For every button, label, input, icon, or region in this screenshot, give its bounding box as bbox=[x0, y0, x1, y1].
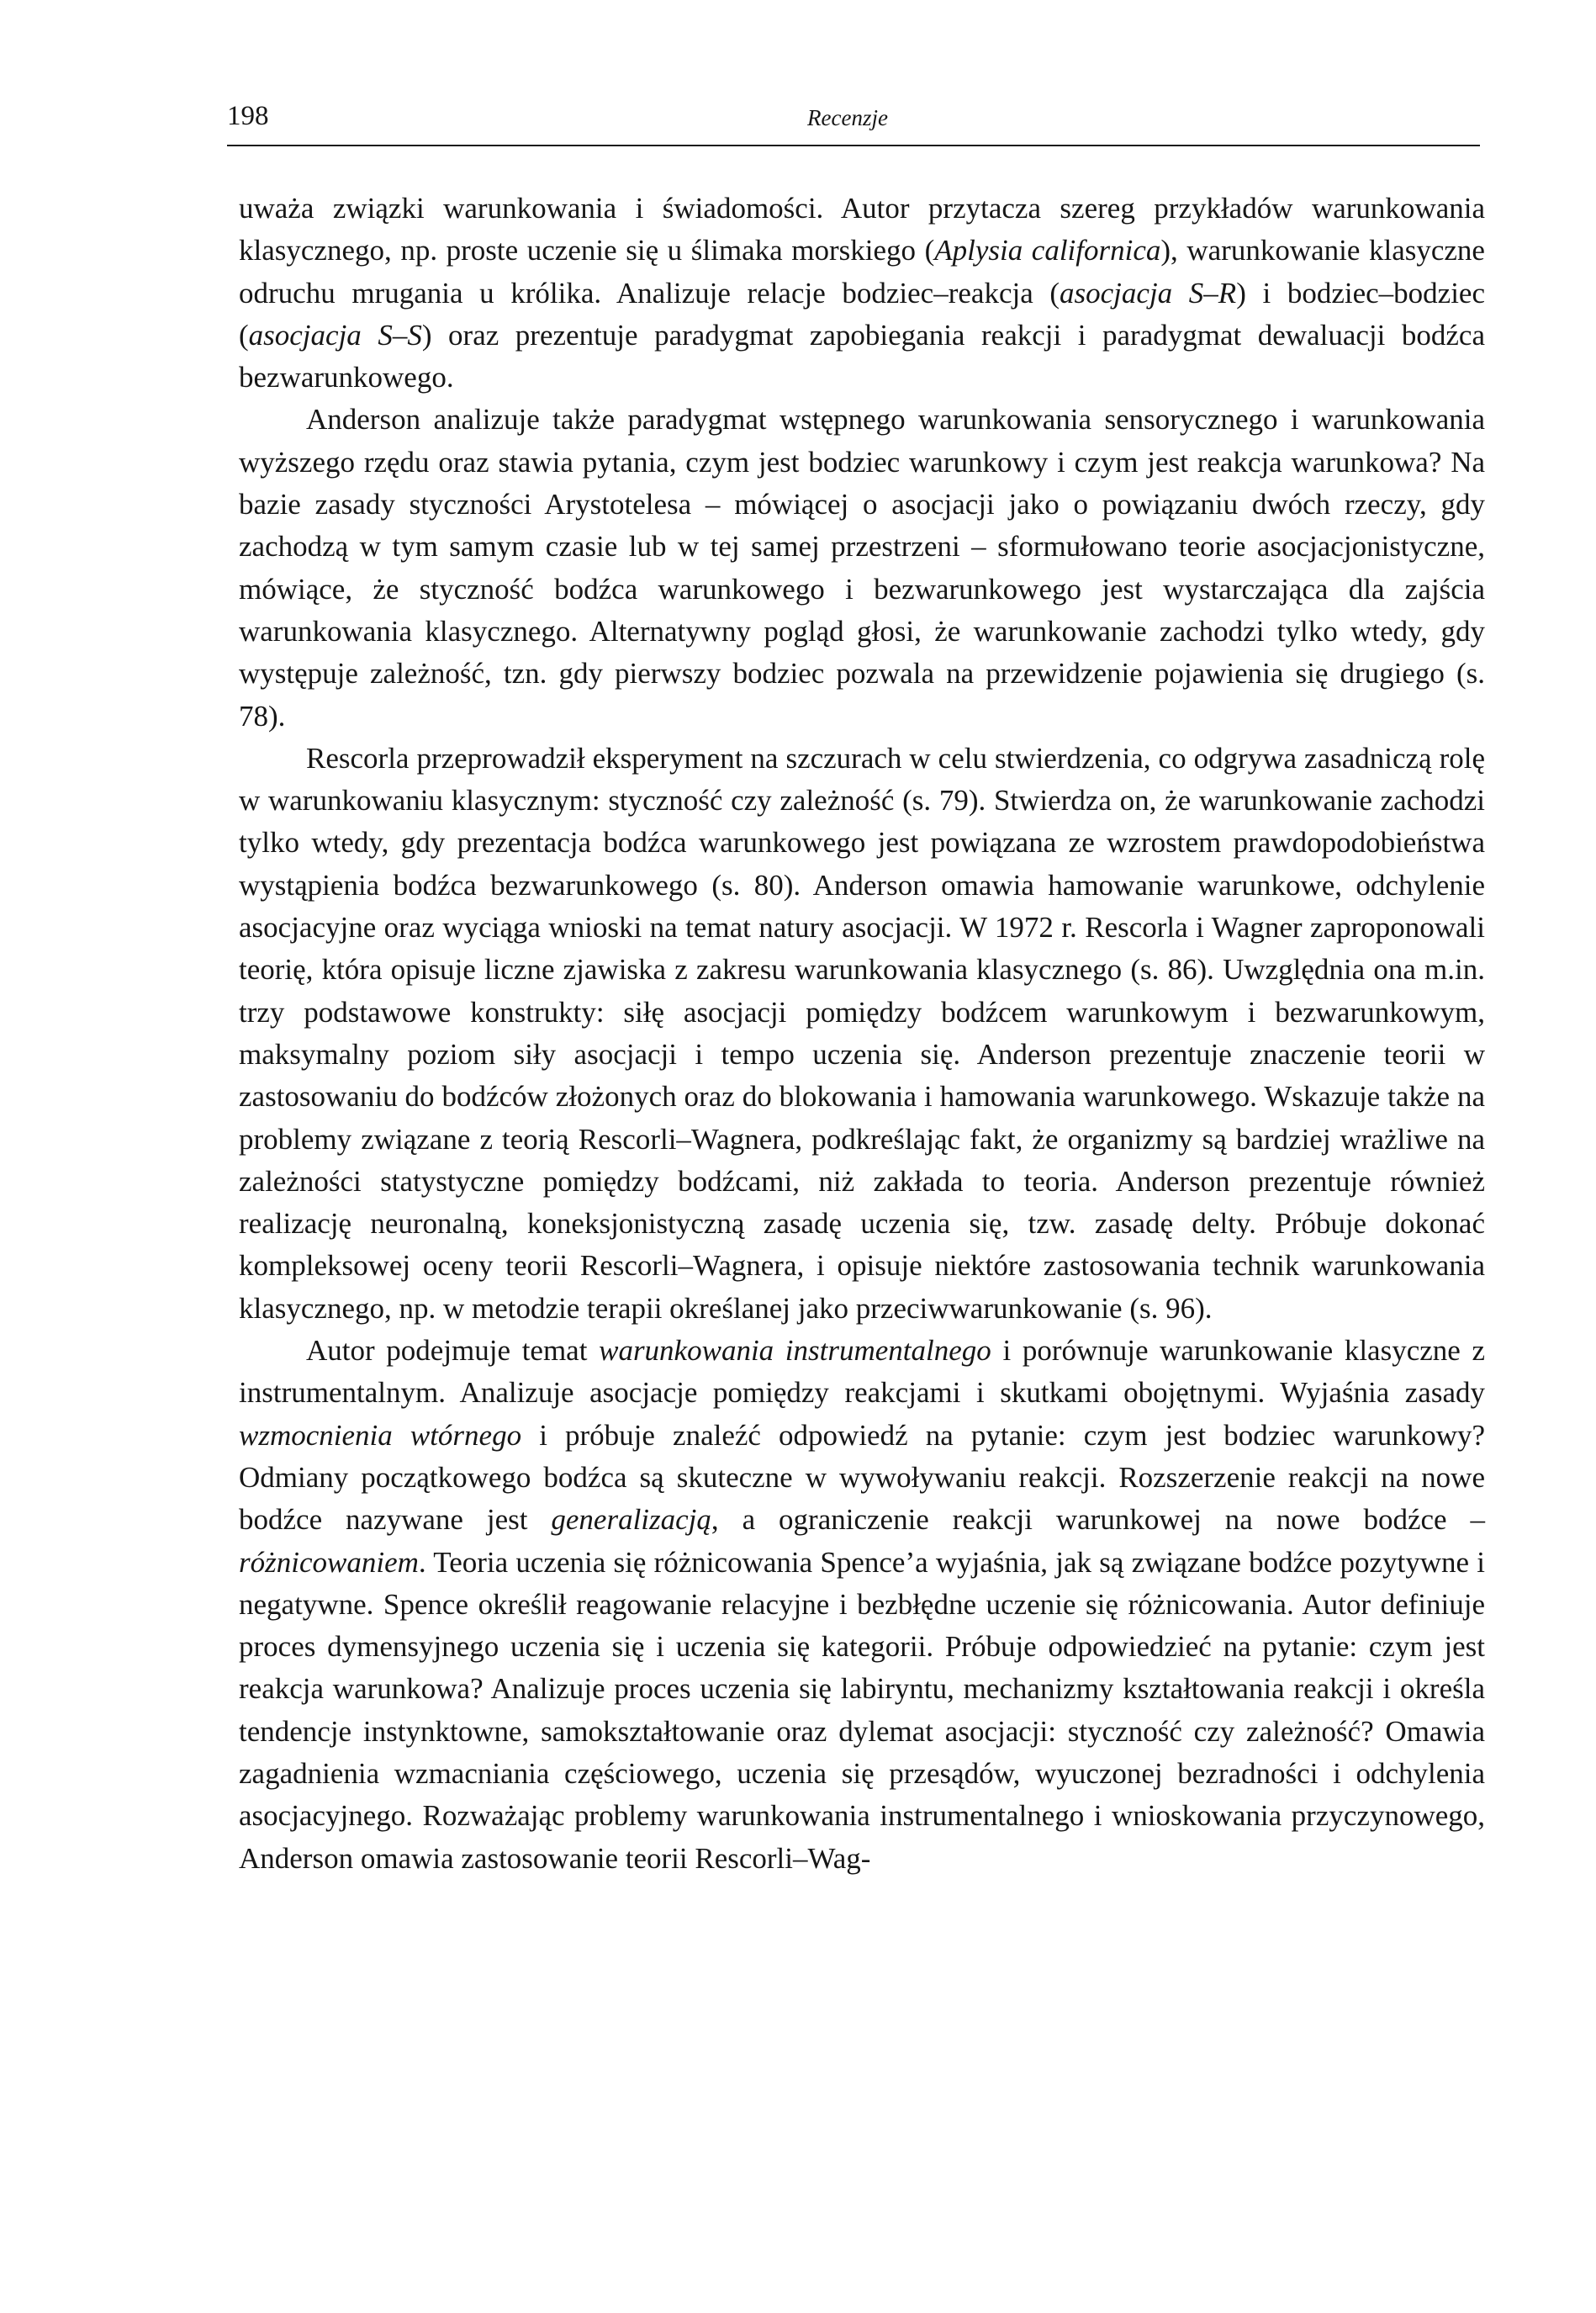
text-span: ) i bodziec–bodziec ( bbox=[239, 276, 1485, 352]
text-span-italic: Aplysia californica bbox=[934, 234, 1161, 267]
text-span-italic: asocjacja S–S bbox=[248, 318, 422, 352]
text-span: , a ograniczenie reakcji warunkowej na nowe bodźce – bbox=[711, 1503, 1486, 1537]
text-span: Rescorla przeprowadził eksperyment na szczurach w celu stwierdzenia, co odgrywa zasadniczą rolę w warunkowaniu klasycznym: styczność czy zależność (s. 79). Stwierdza on, że warunkowanie zachodzi tylko wtedy, gdy prezentacja bodźca warunkowego jest powiązana ze wzrostem prawdopodobieństwa wystąpienia bodźca bezwarunkowego (s. 80). Anderson omawia hamowanie warunkowe, odchylenie asocjacyjne oraz wyciąga wnioski na temat natury asocjacji. W 1972 r. Rescorla i Wagner zaproponowali teorię, która opisuje liczne zjawiska z zakresu warunkowania klasycznego (s. 86). Uwzględnia ona m.in. trzy podstawowe konstrukty: siłę asocjacji pomiędzy bodźcem warunkowym i bezwarunkowym, maksymalny poziom siły asocjacji i tempo uczenia się. Anderson prezentuje znaczenie teorii w zastosowaniu do bodźców złożonych oraz do blokowania i hamowania warunkowego. Wskazuje także na problemy związane z teorią Rescorli–Wagnera, podkreślając fakt, że organizmy są bardziej wrażliwe na zależności statystyczne pomiędzy bodźcami, niż zakłada to teoria. Anderson prezentuje również realizację neuronalną, koneksjonistyczną zasadę uczenia się, tzw. zasadę delty. Próbuje dokonać kompleksowej oceny teorii Rescorli–Wagnera, i opisuje niektóre zastosowania technik warunkowania klasycznego, np. w metodzie terapii określanej jako przeciwwarunkowanie (s. 96). bbox=[239, 741, 1485, 1325]
text-span: i porównuje warunkowanie klasyczne z instrumentalnym. Analizuje asocjacje pomiędzy reakcjami i skutkami obojętnymi. Wyjaśnia zasady bbox=[239, 1334, 1486, 1410]
text-span-italic: generalizacją bbox=[551, 1503, 711, 1537]
text-span-italic: różnicowaniem bbox=[239, 1545, 419, 1579]
paragraph bbox=[239, 188, 1485, 399]
text-span: ) oraz prezentuje paradygmat zapobiegania reakcji i paradygmat dewaluacji bodźca bezwarunkowego. bbox=[239, 318, 1486, 394]
page-header bbox=[227, 93, 1480, 146]
paragraph bbox=[239, 738, 1485, 1330]
paragraph bbox=[239, 399, 1485, 737]
paragraph bbox=[239, 1330, 1485, 1880]
text-span: Autor podejmuje temat bbox=[306, 1334, 600, 1368]
body-text bbox=[239, 188, 1485, 1880]
running-head: Recenzje bbox=[807, 105, 888, 130]
text-span-italic: warunkowania instrumentalnego bbox=[599, 1334, 991, 1368]
text-span-italic: wzmocnienia wtórnego bbox=[239, 1418, 522, 1452]
text-span-italic: asocjacja S–R bbox=[1060, 276, 1237, 310]
text-span: i próbuje znaleźć odpowiedź na pytanie: czym jest bodziec warunkowy? Odmiany początkowego bodźca są skuteczne w wywoływaniu reakcji. Rozszerzenie reakcji na nowe bodźce nazywane jest bbox=[239, 1418, 1485, 1537]
text-span: . Teoria uczenia się różnicowania Spence’a wyjaśnia, jak są związane bodźce pozytywne i negatywne. Spence określił reagowanie relacyjne i bezbłędne uczenie się różnicowania. Autor definiuje proces dymensyjnego uczenia się i uczenia się kategorii. Próbuje odpowiedzieć na pytanie: czym jest reakcja warunkowa? Analizuje proces uczenia się labiryntu, mechanizmy kształtowania reakcji i określa tendencje instynktowne, samokształtowanie oraz dylemat asocjacji: styczność czy zależność? Omawia zagadnienia wzmacniania częściowego, uczenia się przesądów, wyuczonej bezradności i odchylenia asocjacyjnego. Rozważając problemy warunkowania instrumentalnego i wnioskowania przyczynowego, Anderson omawia zastosowanie teorii Rescorli–Wag- bbox=[239, 1545, 1485, 1875]
text-span: Anderson analizuje także paradygmat wstępnego warunkowania sensorycznego i warunkowania wyższego rzędu oraz stawia pytania, czym jest bodziec warunkowy i czym jest reakcja warunkowa? Na bazie zasady styczności Arystotelesa – mówiącej o asocjacji jako o powiązaniu dwóch rzeczy, gdy zachodzą w tym samym czasie lub w tej samej przestrzeni – sformułowano teorie asocjacjonistyczne, mówiące, że styczność bodźca warunkowego i bezwarunkowego jest wystarczająca dla zajścia warunkowania klasycznego. Alternatywny pogląd głosi, że warunkowanie zachodzi tylko wtedy, gdy występuje zależność, tzn. gdy pierwszy bodziec pozwala na przewidzenie pojawienia się drugiego (s. 78). bbox=[239, 403, 1485, 733]
text-span: uważa związki warunkowania i świadomości. Autor przytacza szereg przykładów warunkowania klasycznego, np. proste uczenie się u ślimaka morskiego ( bbox=[239, 192, 1485, 267]
text-span: ), warunkowanie klasyczne odruchu mrugania u królika. Analizuje relacje bodziec–reakcja ( bbox=[239, 234, 1485, 310]
page-number: 198 bbox=[227, 101, 269, 131]
